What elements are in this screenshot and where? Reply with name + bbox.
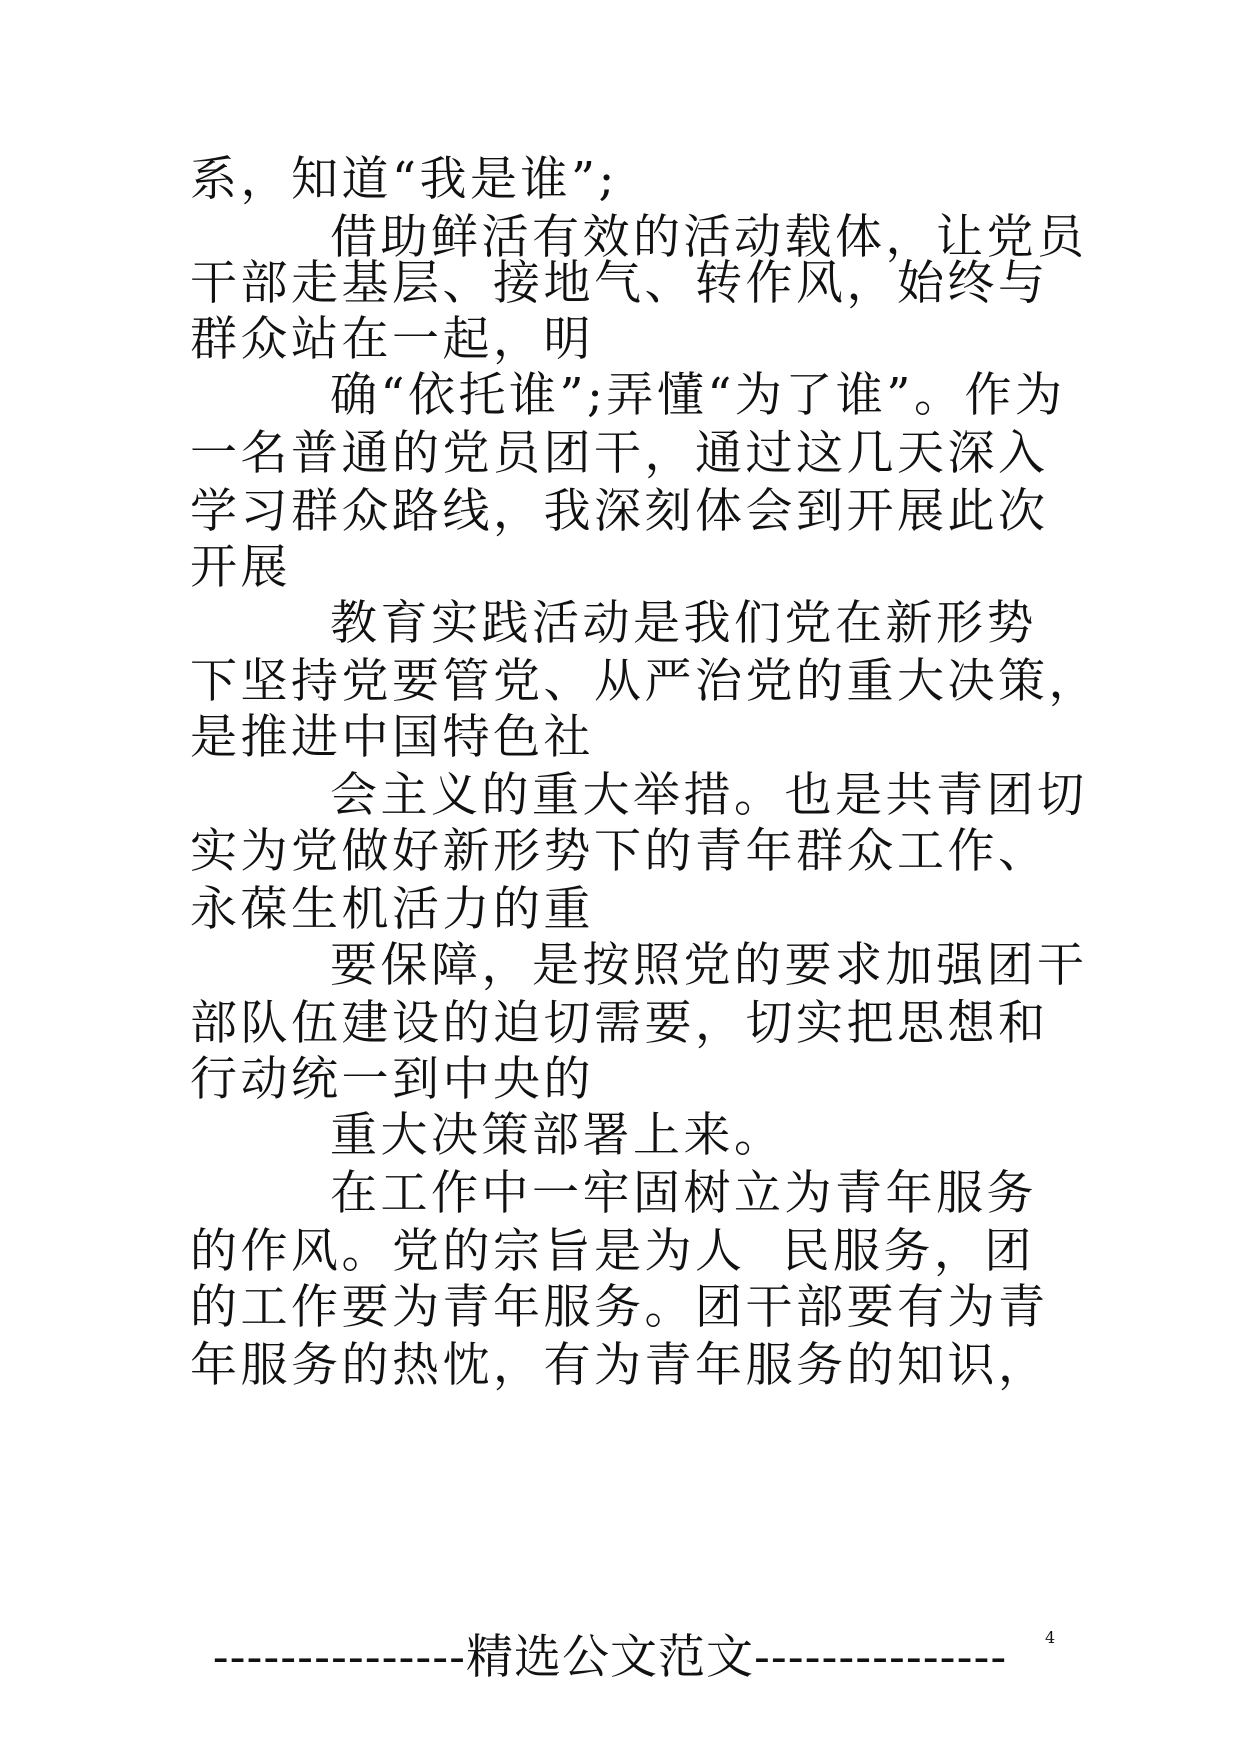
text-line: 实为党做好新形势下的青年群众工作、 (190, 824, 1049, 879)
text-line: 的工作要为青年服务。团干部要有为青 (190, 1280, 1049, 1335)
page-footer: ---------------精选公文范文--------------- (212, 1630, 1008, 1685)
text-line: 学习群众路线，我深刻体会到开展此次 (190, 484, 1049, 539)
text-line: 系，知道“我是谁”; (190, 152, 618, 207)
text-line: 借助鲜活有效的活动载体，让党员 (330, 210, 1088, 265)
text-line: 年服务的热忱，有为青年服务的知识， (190, 1338, 1049, 1393)
text-line: 永葆生机活力的重 (190, 882, 594, 937)
text-line: 的作风。党的宗旨是为人 民服务，团 (190, 1224, 1035, 1279)
text-line: 行动统一到中央的 (190, 1052, 594, 1107)
text-line: 要保障，是按照党的要求加强团干 (330, 938, 1088, 993)
page-number: 4 (1045, 1628, 1056, 1647)
text-line: 在工作中一牢固树立为青年服务 (330, 1166, 1037, 1221)
text-line: 会主义的重大举措。也是共青团切 (330, 768, 1088, 823)
text-line: 开展 (190, 540, 291, 595)
text-line: 群众站在一起，明 (190, 312, 594, 367)
text-line: 是推进中国特色社 (190, 710, 594, 765)
text-line: 一名普通的党员团干，通过这几天深入 (190, 426, 1049, 481)
text-line: 下坚持党要管党、从严治党的重大决策， (190, 654, 1099, 709)
text-line: 确“依托谁”;弄懂“为了谁”。作为 (330, 368, 1066, 423)
text-line: 干部走基层、接地气、转作风，始终与 (190, 256, 1049, 311)
text-line: 教育实践活动是我们党在新形势 (330, 596, 1037, 651)
text-line: 重大决策部署上来。 (330, 1108, 785, 1163)
text-line: 部队伍建设的迫切需要，切实把思想和 (190, 996, 1049, 1051)
